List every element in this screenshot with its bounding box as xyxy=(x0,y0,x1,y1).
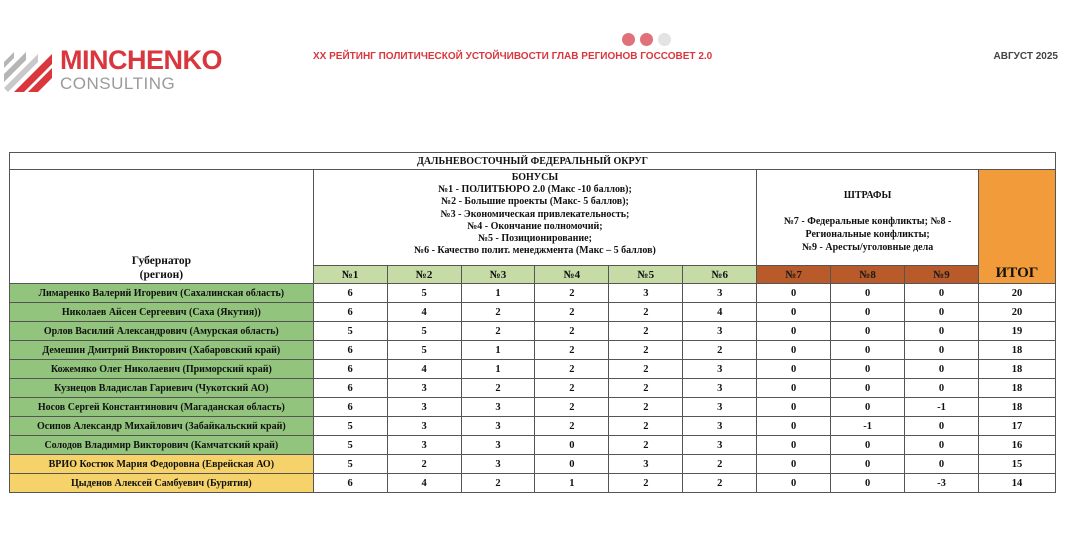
governor-header-line: Губернатор xyxy=(131,255,191,267)
score-cell: 2 xyxy=(535,379,609,398)
score-cell: 0 xyxy=(757,284,831,303)
score-cell: 0 xyxy=(757,360,831,379)
total-cell: 20 xyxy=(978,303,1055,322)
score-cell: 4 xyxy=(387,360,461,379)
governor-name: Кузнецов Владислав Гариевич (Чукотский АО) xyxy=(10,379,314,398)
total-header: ИТОГ xyxy=(978,170,1055,284)
score-cell: -3 xyxy=(905,474,979,493)
total-cell: 15 xyxy=(978,455,1055,474)
governor-name: Носов Сергей Константинович (Магаданская область) xyxy=(10,398,314,417)
score-cell: 0 xyxy=(757,303,831,322)
total-cell: 14 xyxy=(978,474,1055,493)
score-cell: 3 xyxy=(683,360,757,379)
logo-subtitle: CONSULTING xyxy=(60,74,176,93)
score-cell: 0 xyxy=(905,284,979,303)
bonus-column-3: №3 xyxy=(461,266,535,284)
score-cell: 0 xyxy=(831,303,905,322)
report-date: АВГУСТ 2025 xyxy=(993,51,1058,62)
bonus-line: №5 - Позиционирование; xyxy=(477,233,592,245)
score-cell: 3 xyxy=(461,436,535,455)
table-row xyxy=(10,474,1056,493)
slide-indicator xyxy=(622,33,671,46)
bonus-line: №2 - Большие проекты (Макс- 5 баллов); xyxy=(441,196,629,208)
bonus-column-5: №5 xyxy=(609,266,683,284)
score-cell: 1 xyxy=(535,474,609,493)
score-cell: 2 xyxy=(609,303,683,322)
score-cell: 2 xyxy=(535,322,609,341)
governor-name: Цыденов Алексей Самбуевич (Бурятия) xyxy=(10,474,314,493)
bonus-line: №6 - Качество полит. менеджмента (Макс – 5 баллов) xyxy=(414,245,656,257)
company-logo xyxy=(4,44,222,94)
table-row xyxy=(10,398,1056,417)
score-cell: 0 xyxy=(905,303,979,322)
score-cell: 2 xyxy=(535,360,609,379)
score-cell: 0 xyxy=(757,341,831,360)
governor-header-line: (регион) xyxy=(139,269,184,281)
penalty-line: №9 - Аресты/уголовные дела xyxy=(802,242,934,253)
logo-stripes-icon xyxy=(4,44,54,92)
score-cell: 2 xyxy=(609,360,683,379)
score-cell: 0 xyxy=(831,341,905,360)
score-cell: 0 xyxy=(831,398,905,417)
score-cell: 0 xyxy=(905,455,979,474)
penalty-line: ШТРАФЫ xyxy=(843,190,892,201)
score-cell: 2 xyxy=(461,474,535,493)
score-cell: 3 xyxy=(387,398,461,417)
score-cell: 2 xyxy=(609,417,683,436)
score-cell: 3 xyxy=(461,398,535,417)
score-cell: 1 xyxy=(461,360,535,379)
score-cell: 6 xyxy=(313,398,387,417)
indicator-dot xyxy=(640,33,653,46)
score-cell: 3 xyxy=(461,455,535,474)
table-row xyxy=(10,417,1056,436)
rating-table xyxy=(9,152,1056,493)
score-cell: 4 xyxy=(683,303,757,322)
governor-name: Демешин Дмитрий Викторович (Хабаровский край) xyxy=(10,341,314,360)
score-cell: 5 xyxy=(313,322,387,341)
score-cell: 6 xyxy=(313,360,387,379)
bonus-line: №1 - ПОЛИТБЮРО 2.0 (Макс -10 баллов); xyxy=(438,184,632,196)
governor-name: Лимаренко Валерий Игоревич (Сахалинская область) xyxy=(10,284,314,303)
score-cell: 0 xyxy=(905,417,979,436)
score-cell: 0 xyxy=(905,436,979,455)
score-cell: 3 xyxy=(683,417,757,436)
total-cell: 16 xyxy=(978,436,1055,455)
score-cell: -1 xyxy=(905,398,979,417)
score-cell: 0 xyxy=(535,436,609,455)
score-cell: 0 xyxy=(905,360,979,379)
table-row xyxy=(10,341,1056,360)
score-cell: 6 xyxy=(313,284,387,303)
score-cell: 2 xyxy=(609,341,683,360)
score-cell: 5 xyxy=(387,322,461,341)
score-cell: 2 xyxy=(461,379,535,398)
score-cell: 6 xyxy=(313,303,387,322)
score-cell: 6 xyxy=(313,341,387,360)
score-cell: 2 xyxy=(609,436,683,455)
score-cell: 6 xyxy=(313,379,387,398)
governor-name: Орлов Василий Александрович (Амурская область) xyxy=(10,322,314,341)
score-cell: 3 xyxy=(683,322,757,341)
score-cell: 0 xyxy=(757,417,831,436)
governor-name: Николаев Айсен Сергеевич (Саха (Якутия)) xyxy=(10,303,314,322)
score-cell: 0 xyxy=(905,341,979,360)
score-cell: 2 xyxy=(609,322,683,341)
indicator-dot xyxy=(622,33,635,46)
score-cell: 2 xyxy=(387,455,461,474)
total-cell: 20 xyxy=(978,284,1055,303)
score-cell: 0 xyxy=(757,455,831,474)
penalty-column-7: №7 xyxy=(757,266,831,284)
score-cell: 3 xyxy=(387,379,461,398)
score-cell: 2 xyxy=(461,322,535,341)
score-cell: 2 xyxy=(535,417,609,436)
score-cell: 5 xyxy=(387,341,461,360)
score-cell: 0 xyxy=(831,474,905,493)
score-cell: 4 xyxy=(387,303,461,322)
score-cell: 3 xyxy=(683,398,757,417)
score-cell: 2 xyxy=(535,303,609,322)
score-cell: 0 xyxy=(905,379,979,398)
table-row xyxy=(10,322,1056,341)
total-cell: 18 xyxy=(978,398,1055,417)
table-row xyxy=(10,455,1056,474)
score-cell: 1 xyxy=(461,284,535,303)
penalty-line xyxy=(757,202,978,215)
score-cell: 3 xyxy=(387,417,461,436)
penalty-description xyxy=(757,170,979,266)
score-cell: 0 xyxy=(831,455,905,474)
score-cell: 1 xyxy=(461,341,535,360)
table-row xyxy=(10,436,1056,455)
score-cell: 3 xyxy=(461,417,535,436)
score-cell: 2 xyxy=(683,455,757,474)
indicator-dot xyxy=(658,33,671,46)
governor-name: ВРИО Костюк Мария Федоровна (Еврейская АО) xyxy=(10,455,314,474)
score-cell: 0 xyxy=(905,322,979,341)
score-cell: 0 xyxy=(757,379,831,398)
bonus-column-2: №2 xyxy=(387,266,461,284)
district-title: ДАЛЬНЕВОСТОЧНЫЙ ФЕДЕРАЛЬНЫЙ ОКРУГ xyxy=(10,153,1056,170)
bonus-column-4: №4 xyxy=(535,266,609,284)
total-cell: 18 xyxy=(978,341,1055,360)
score-cell: -1 xyxy=(831,417,905,436)
score-cell: 3 xyxy=(683,379,757,398)
penalty-column-8: №8 xyxy=(831,266,905,284)
total-cell: 17 xyxy=(978,417,1055,436)
score-cell: 2 xyxy=(535,398,609,417)
table-row xyxy=(10,284,1056,303)
score-cell: 5 xyxy=(313,436,387,455)
bonus-column-6: №6 xyxy=(683,266,757,284)
score-cell: 0 xyxy=(757,398,831,417)
score-cell: 0 xyxy=(831,322,905,341)
score-cell: 2 xyxy=(683,474,757,493)
score-cell: 5 xyxy=(387,284,461,303)
bonus-line: БОНУСЫ xyxy=(511,172,559,183)
penalty-column-9: №9 xyxy=(905,266,979,284)
score-cell: 3 xyxy=(387,436,461,455)
score-cell: 2 xyxy=(609,379,683,398)
table-row xyxy=(10,360,1056,379)
score-cell: 3 xyxy=(683,284,757,303)
logo-name: MINCHENKO xyxy=(60,45,222,75)
total-cell: 18 xyxy=(978,379,1055,398)
score-cell: 0 xyxy=(757,474,831,493)
total-cell: 18 xyxy=(978,360,1055,379)
score-cell: 3 xyxy=(683,436,757,455)
score-cell: 0 xyxy=(757,322,831,341)
score-cell: 5 xyxy=(313,417,387,436)
score-cell: 6 xyxy=(313,474,387,493)
bonus-line: №4 - Окончание полномочий; xyxy=(467,220,603,232)
score-cell: 4 xyxy=(387,474,461,493)
bonus-description xyxy=(313,170,757,266)
score-cell: 3 xyxy=(609,455,683,474)
score-cell: 2 xyxy=(461,303,535,322)
table-row xyxy=(10,303,1056,322)
governor-header xyxy=(10,170,314,284)
score-cell: 5 xyxy=(313,455,387,474)
score-cell: 2 xyxy=(535,284,609,303)
bonus-column-1: №1 xyxy=(313,266,387,284)
score-cell: 2 xyxy=(609,474,683,493)
score-cell: 0 xyxy=(831,360,905,379)
score-cell: 0 xyxy=(535,455,609,474)
score-cell: 0 xyxy=(831,284,905,303)
table-row xyxy=(10,379,1056,398)
score-cell: 3 xyxy=(609,284,683,303)
governor-name: Кожемяко Олег Николаевич (Приморский край) xyxy=(10,360,314,379)
score-cell: 2 xyxy=(609,398,683,417)
penalty-line: Региональные конфликты; xyxy=(805,229,930,240)
total-cell: 19 xyxy=(978,322,1055,341)
bonus-line: №3 - Экономическая привлекательность; xyxy=(440,208,630,220)
report-title: XX РЕЙТИНГ ПОЛИТИЧЕСКОЙ УСТОЙЧИВОСТИ ГЛАВ РЕГИОНОВ ГОССОВЕТ 2.0 xyxy=(313,51,713,62)
score-cell: 0 xyxy=(831,436,905,455)
governor-name: Солодов Владимир Викторович (Камчатский край) xyxy=(10,436,314,455)
score-cell: 2 xyxy=(535,341,609,360)
penalty-line: №7 - Федеральные конфликты; №8 - xyxy=(783,216,952,227)
score-cell: 0 xyxy=(757,436,831,455)
score-cell: 0 xyxy=(831,379,905,398)
governor-name: Осипов Александр Михайлович (Забайкальский край) xyxy=(10,417,314,436)
score-cell: 2 xyxy=(683,341,757,360)
